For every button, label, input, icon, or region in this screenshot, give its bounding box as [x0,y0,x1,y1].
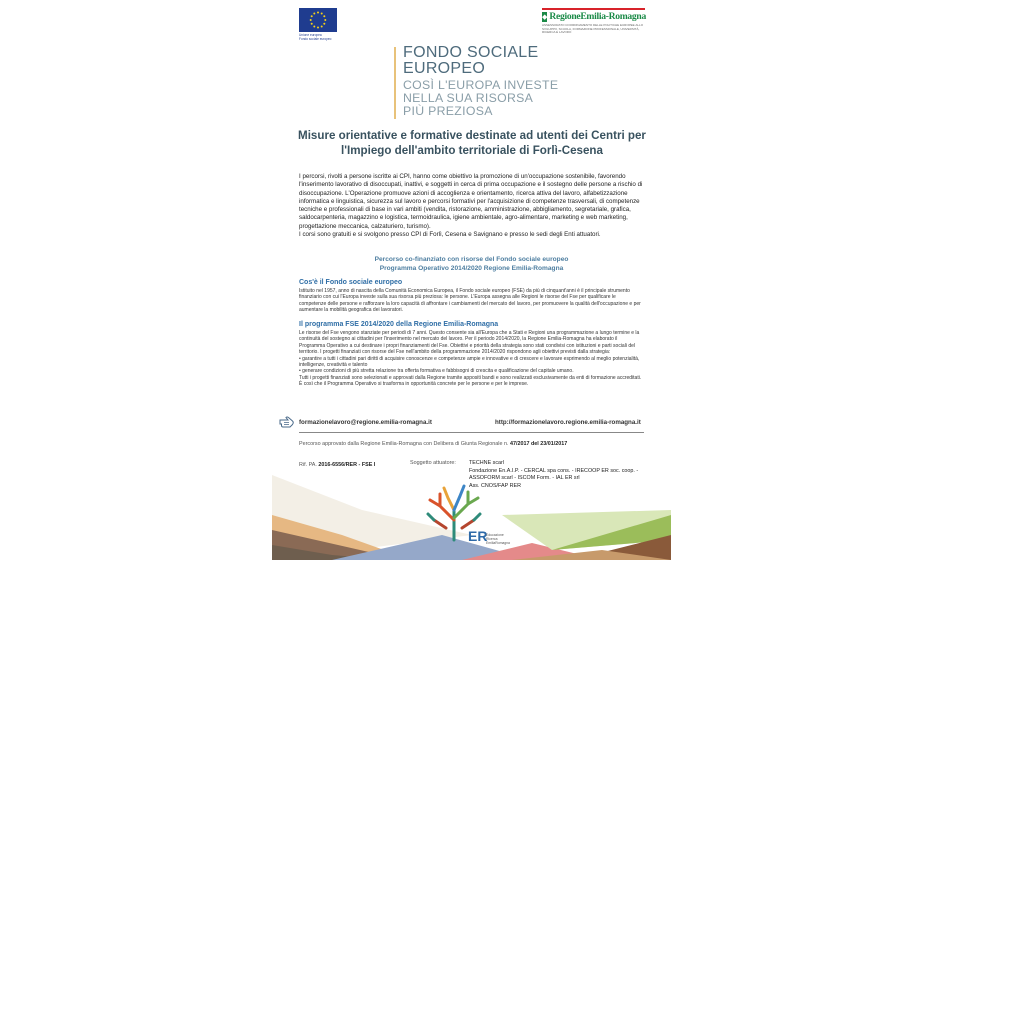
section-text-programma: Le risorse del Fse vengono stanziate per periodi di 7 anni. Questo consente sia all'Europa che a Stati e Regioni una programmazione a lungo termine e la continuità del sostegno ai cittadini per l'inserimento nel mercato del lavoro. Per il periodo 2014/2020, la Regione Emilia-Romagna ha elaborato il Programma Operativo a cui destinare i propri finanziamenti del Fse. Obiettivi e priorità della strategia sono stati condivisi con istituzioni e parti sociali del territorio. I progetti finanziati con risorse del Fse nell'ambito della programmazione 2014/2020 rispondono agli obiettivi previsti dalla strategia: • garantire a tutti i cittadini pari diritti di acquisire conoscenze e competenze ampie e innovative e di crescere e lavorare esprimendo al meglio potenzialità, intelligenze, creatività e talento • generare condizioni di più stretta relazione tra offerta formativa e fabbisogni di crescita e qualificazione del capitale umano. Tutti i progetti finanziati sono selezionati e approvati dalla Regione tramite appositi bandi e sono realizzati esclusivamente da enti di formazione accreditati. È così che il Programma Operativo si trasforma in opportunità concrete per le persone e per le imprese. [299,330,642,388]
section-heading-programma: Il programma FSE 2014/2020 della Regione Emilia-Romagna [299,321,499,328]
intro-paragraph: I percorsi, rivolti a persone iscritte ai CPI, hanno come obiettivo la promozione di un'occupazione sostenibile, favorendo l'inserimento lavorativo di disoccupati, inattivi, e soggetti in cerca di prima occupazione e il sostegno delle persone a rischio di disoccupazione. L'Operazione promuove azioni di accoglienza e orientamento, ricerca attiva del lavoro, alfabetizzazione informatica e linguistica, sicurezza sul lavoro e percorsi formativi per l'acquisizione di competenze trasversali, di competenze tecniche e professionali di base in vari ambiti (vendita, ristorazione, amministrazione, abbigliamento, segretariale, grafica, saldocarpenteria, magazzino e logistica, termoidraulica, igiene ambientale, agro-alimentare, marketing e web marketing, progettazione meccanica, calzaturiero, turismo). I corsi sono gratuiti e si svolgono presso CPI di Forlì, Cesena e Savignano e presso le sedi degli Enti attuatori. [299,173,643,239]
poster [272,0,671,560]
er-caption: Educazione Ricerca EmiliaRomagna [486,533,510,545]
divider [299,432,644,433]
title-subtitle: COSÌ L'EUROPA INVESTE NELLA SUA RISORSA PIÙ PREZIOSA [403,78,559,118]
eu-flag-icon [299,8,337,32]
title-accent-bar [394,47,396,119]
reference-value: 2016-6556/RER - FSE I [318,462,376,468]
approval-number: 47/2017 del 23/01/2017 [509,441,568,447]
document-title: Misure orientative e formative destinate ad utenti dei Centri per l'Impiego dell'ambito territoriale di Forlì-Cesena [298,129,646,157]
rer-emblem-icon: ◆ [542,13,548,21]
eu-caption: Unione europea Fondo sociale europeo [299,33,332,41]
section-text-fse: Istituito nel 1957, anno di nascita della Comunità Economica Europea, il Fondo sociale europeo (FSE) da più di cinquant'anni è il principale strumento finanziario con cui l'Europa investe sulla sua risorsa più preziosa: le persone. L'Europa assegna alle Regioni le risorse del Fse per qualificare le competenze delle persone e rafforzare la loro capacità di affrontare i cambiamenti del mercato del lavoro, per promuovere la qualità dell'occupazione e per aumentare la mobilità geografica dei lavoratori. [299,288,641,314]
soggetto-attuatore-label: Soggetto attuatore: [410,460,456,466]
cofinanced-note: Percorso co-finanziato con risorse del Fondo sociale europeo Programma Operativo 2014/2020 Regione Emilia-Romagna [374,256,569,272]
rer-name: RegioneEmilia-Romagna [549,11,646,22]
contact-email-link[interactable]: formazionelavoro@regione.emilia-romagna.it [299,419,432,426]
approval-note [299,441,567,447]
rer-red-band [542,8,645,10]
regione-emilia-romagna-logo [542,8,645,35]
rer-subtitle: ASSESSORATO COORDINAMENTO DELLE POLITICHE EUROPEE ALLO SVILUPPO, SCUOLA, FORMAZIONE PROFESSIONALE, UNIVERSITÀ, RICERCA E LAVORO [542,23,644,35]
title-main: FONDO SOCIALE EUROPEO [403,44,539,77]
reference-label: Rif. PA. [299,462,317,468]
soggetto-attuatore-value: TECHNE scarl Fondazione En.A.I.P. - CERCAL spa cons. - IRECOOP ER soc. coop. - ASSOFORM scarl - ISCOM Form. - IAL ER srl Ass. CNOS/FAP RER [469,460,639,489]
approval-text: Percorso approvato dalla Regione Emilia-Romagna con Delibera di Giunta Regionale n. [299,441,509,447]
pointing-hand-icon [279,414,296,429]
contact-website-link[interactable]: http://formazionelavoro.regione.emilia-romagna.it [495,419,641,426]
er-letters: ER [468,528,488,544]
section-heading-fse: Cos'è il Fondo sociale europeo [299,279,403,286]
